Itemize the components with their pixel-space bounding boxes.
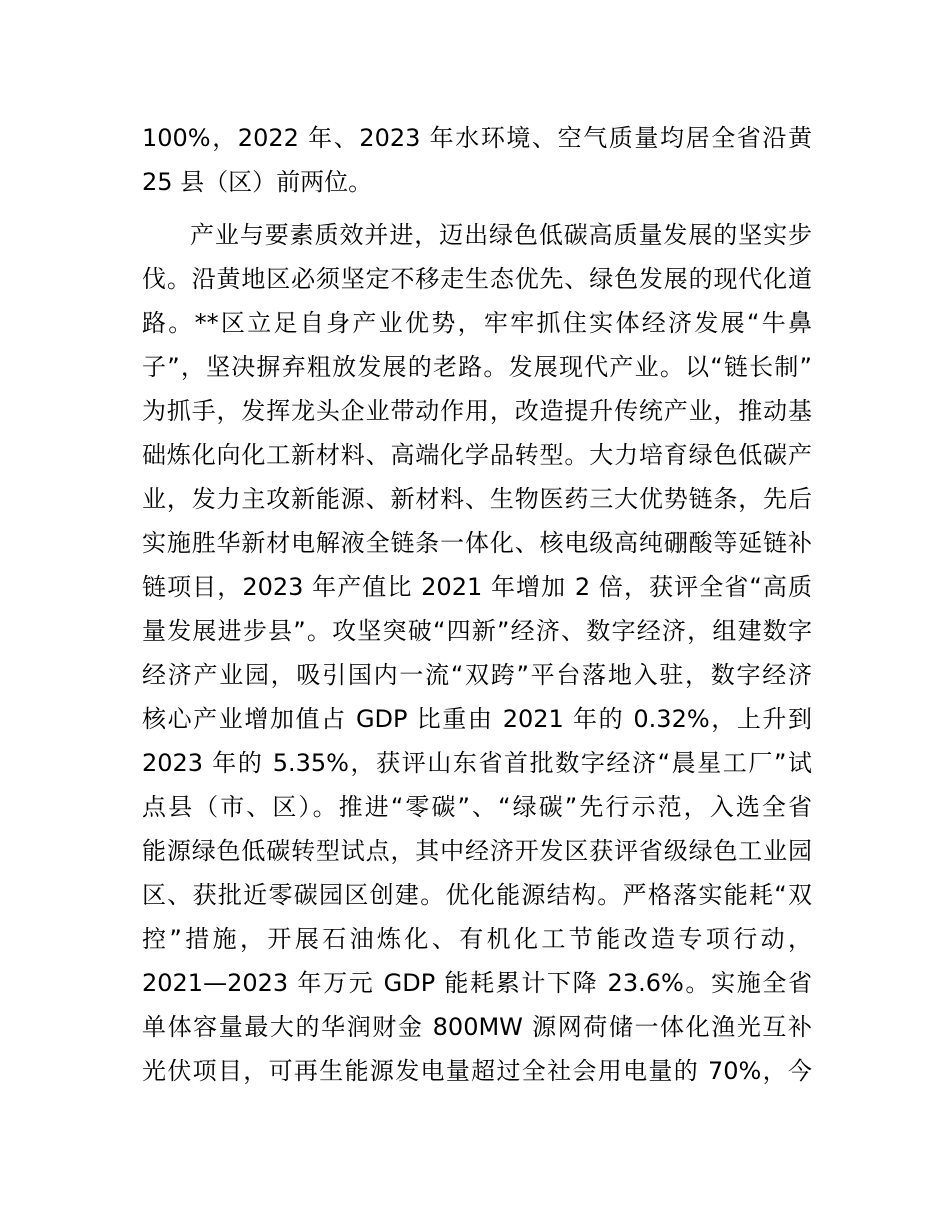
text-line: 2023 年的 5.35%，获评山东省首批数字经济“晨星工厂”试 [142, 749, 812, 777]
text-line: 控”措施，开展石油炼化、有机化工节能改造专项行动， [142, 925, 812, 953]
text-line: 为抓手，发挥龙头企业带动作用，改造提升传统产业，推动基 [142, 397, 812, 425]
text-line: 链项目，2023 年产值比 2021 年增加 2 倍，获评全省“高质 [142, 573, 812, 601]
text-line: 经济产业园，吸引国内一流“双跨”平台落地入驻，数字经济 [142, 661, 812, 689]
text-line: 路。**区立足自身产业优势，牢牢抓住实体经济发展“牛鼻 [142, 309, 812, 337]
text-line: 区、获批近零碳园区创建。优化能源结构。严格落实能耗“双 [142, 881, 812, 909]
text-line: 础炼化向化工新材料、高端化学品转型。大力培育绿色低碳产 [142, 441, 812, 469]
text-line: 2021—2023 年万元 GDP 能耗累计下降 23.6%。实施全省 [142, 969, 812, 997]
text-line: 量发展进步县”。攻坚突破“四新”经济、数字经济，组建数字 [142, 617, 812, 645]
text-line: 25 县（区）前两位。 [142, 168, 373, 196]
text-line: 实施胜华新材电解液全链条一体化、核电级高纯硼酸等延链补 [142, 529, 812, 557]
text-line: 能源绿色低碳转型试点，其中经济开发区获评省级绿色工业园 [142, 837, 812, 865]
text-line: 100%，2022 年、2023 年水环境、空气质量均居全省沿黄 [142, 124, 812, 152]
text-line: 业，发力主攻新能源、新材料、生物医药三大优势链条，先后 [142, 485, 812, 513]
paragraph-first-line: 产业与要素质效并进，迈出绿色低碳高质量发展的坚实步 [190, 221, 812, 249]
text-line: 光伏项目，可再生能源发电量超过全社会用电量的 70%，今 [142, 1057, 812, 1085]
text-line: 单体容量最大的华润财金 800MW 源网荷储一体化渔光互补 [142, 1013, 812, 1041]
text-line: 核心产业增加值占 GDP 比重由 2021 年的 0.32%，上升到 [142, 705, 812, 733]
text-line: 子”，坚决摒弃粗放发展的老路。发展现代产业。以“链长制” [142, 353, 812, 381]
text-line: 伐。沿黄地区必须坚定不移走生态优先、绿色发展的现代化道 [142, 265, 812, 293]
text-line: 点县（市、区）。推进“零碳”、“绿碳”先行示范，入选全省 [142, 793, 812, 821]
